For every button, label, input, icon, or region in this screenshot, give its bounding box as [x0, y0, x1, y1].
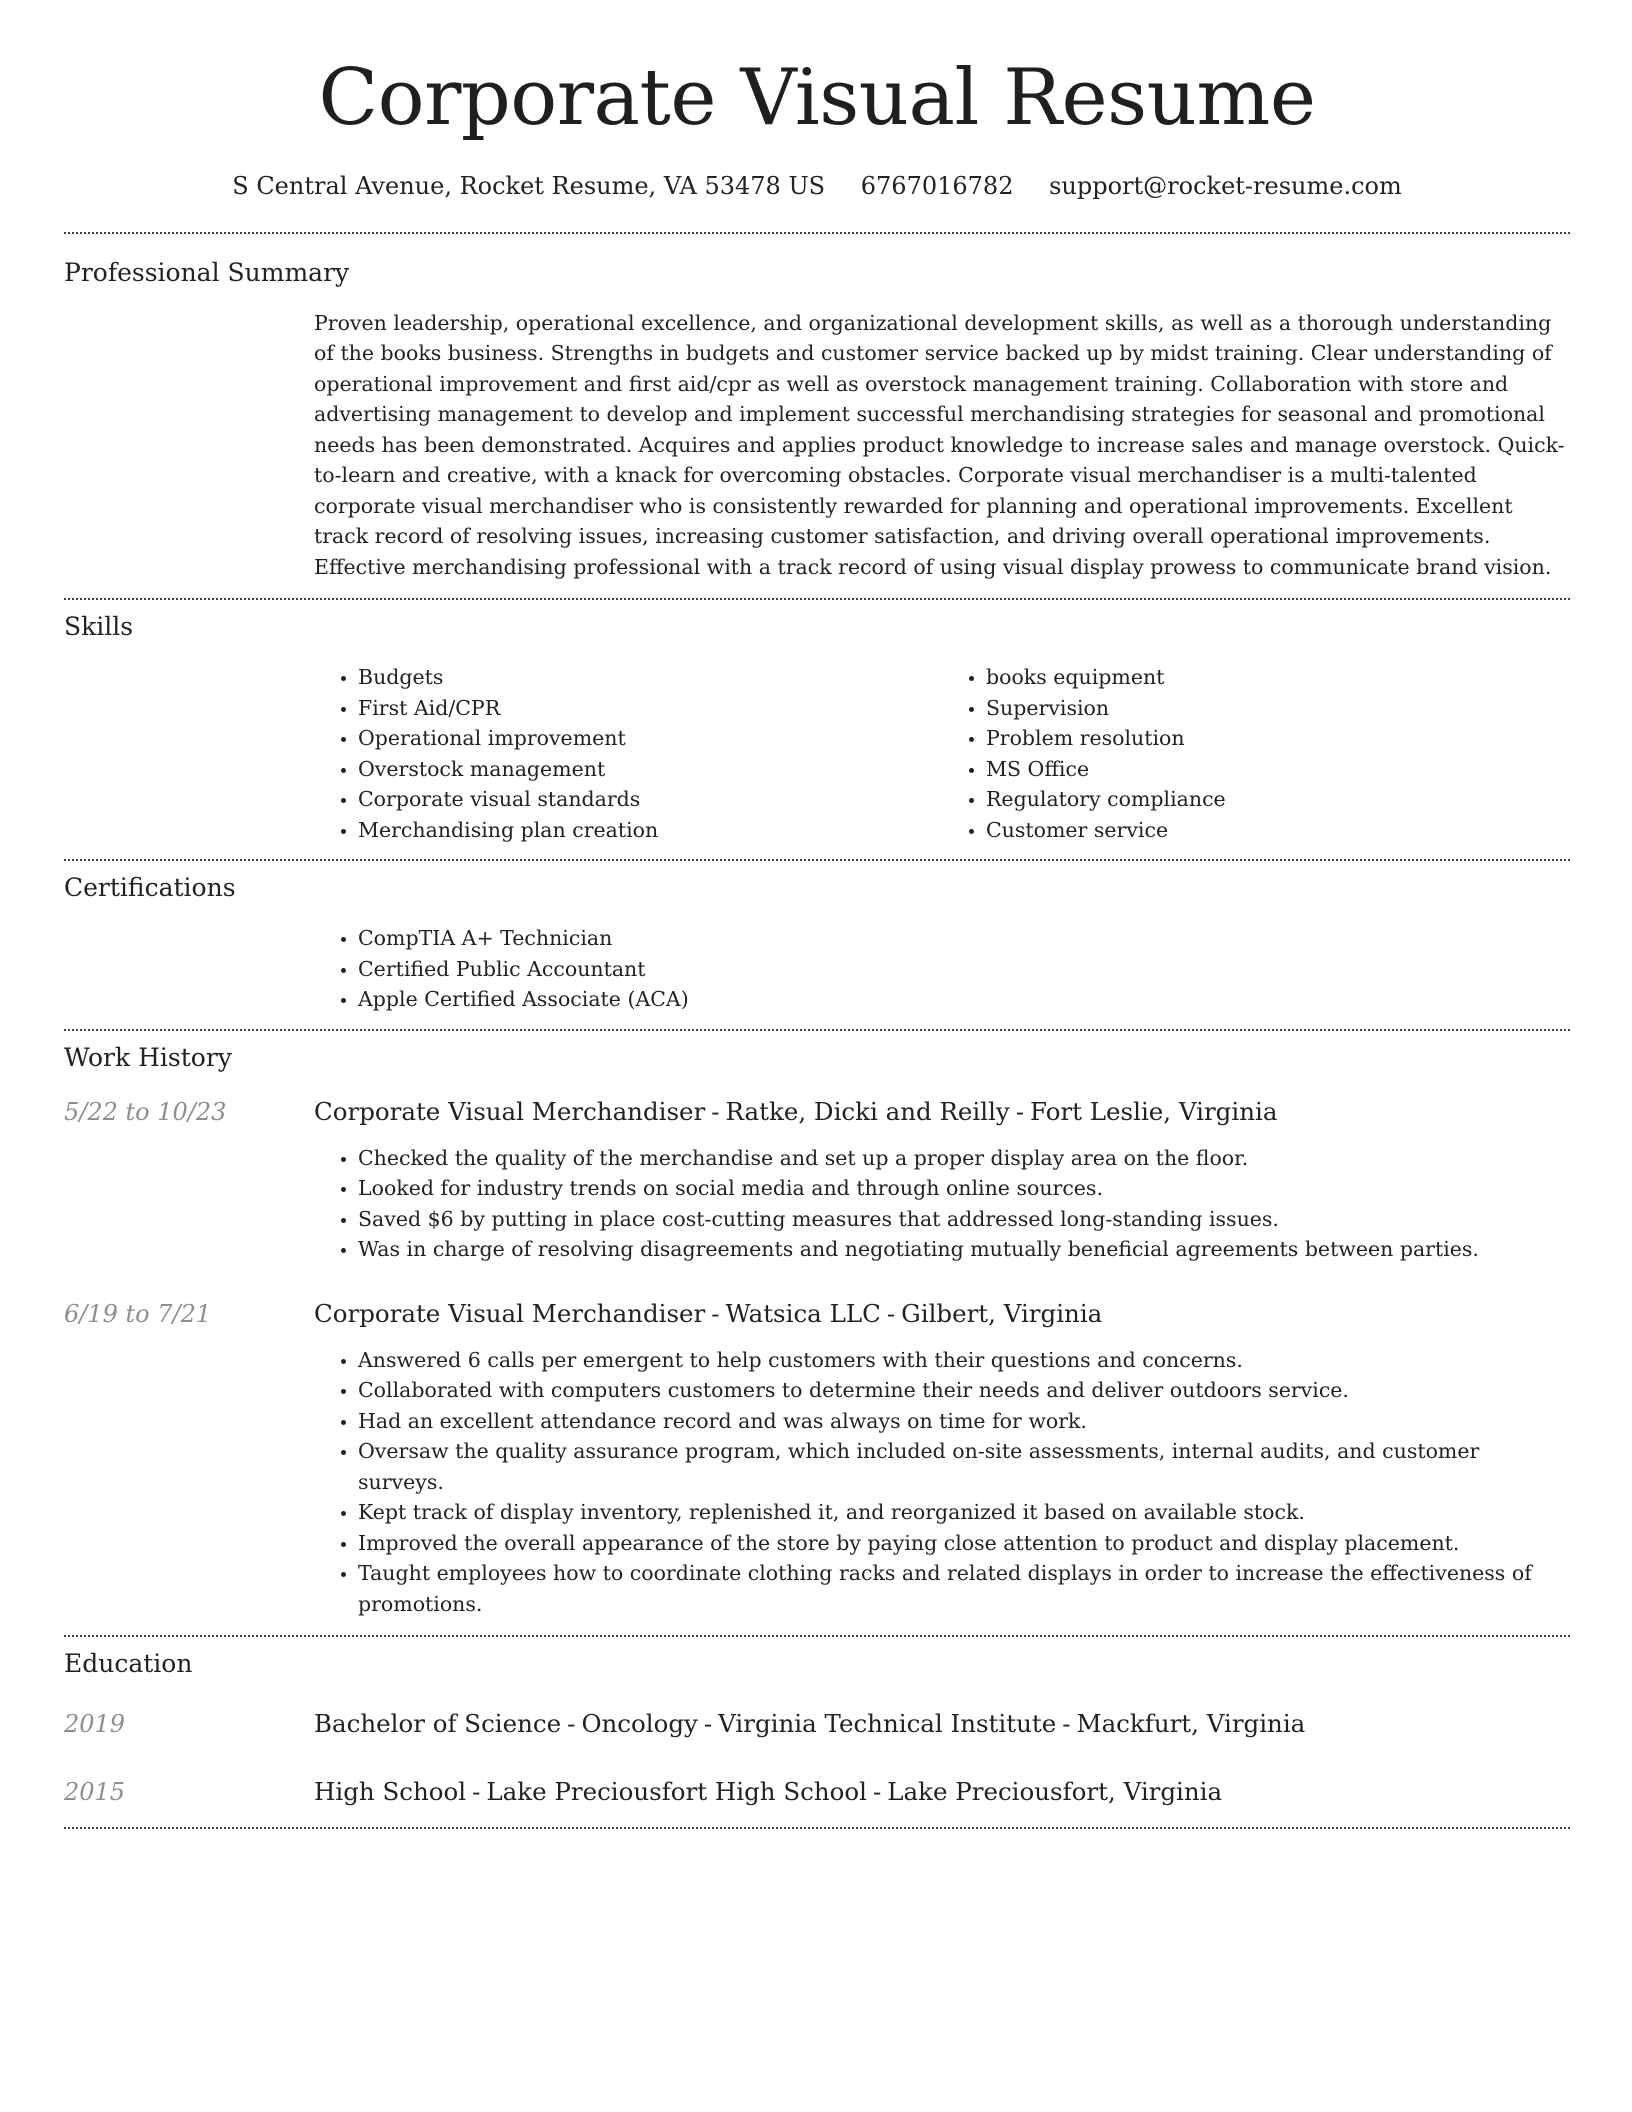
job-entry — [64, 1297, 1570, 1636]
work-history-section — [64, 1031, 1570, 1636]
separator: - — [872, 1777, 882, 1807]
job-bullet: • Was in charge of resolving disagreements and negotiating mutually beneficial agreements between parties. — [358, 1234, 1570, 1265]
job-bullet: • Saved $6 by putting in place cost-cutting measures that addressed long-standing issues. — [358, 1204, 1570, 1235]
education-field: Oncology — [581, 1709, 698, 1739]
job-bullet: • Taught employees how to coordinate clothing racks and related displays in order to increase the effectiveness of promotions. — [358, 1558, 1570, 1619]
separator: - — [703, 1709, 713, 1739]
education-heading — [314, 1707, 1570, 1741]
job-heading — [314, 1095, 1570, 1129]
separator: - — [711, 1096, 720, 1126]
summary-text: Proven leadership, operational excellence, and organizational development skills, as well as a thorough understanding of the books business. Strengths in budgets and customer service backed up by midst training. Clear understanding of operational improvement and first aid/cpr as well as overstock management training. Collaboration with store and advertising management to develop and implement successful merchandising strategies for seasonal and promotional needs has been demonstrated. Acquires and applies product knowledge to increase sales and manage overstock. Quick-to-learn and creative, with a knack for overcoming obstacles. Corporate visual merchandiser is a multi-talented corporate visual merchandiser who is consistently rewarded for planning and operational improvements. Excellent track record of resolving issues, increasing customer satisfaction, and driving overall operational improvements. Effective merchandising professional with a track record of using visual display prowess to communicate brand vision. — [314, 310, 1565, 579]
skill-item: • Regulatory compliance — [986, 784, 1570, 815]
education-degree: High School — [314, 1777, 467, 1807]
skill-item: • Customer service — [986, 815, 1570, 846]
skill-item: • Supervision — [986, 693, 1570, 724]
job-entry — [64, 1095, 1570, 1265]
certification-item: • Certified Public Accountant — [358, 954, 1570, 985]
job-bullets — [314, 1331, 1570, 1636]
summary-title: Professional Summary — [64, 257, 350, 287]
separator: - — [711, 1298, 720, 1328]
job-role: Corporate Visual Merchandiser — [314, 1298, 706, 1328]
job-company: Watsica LLC — [725, 1298, 881, 1328]
contact-address: S Central Avenue, Rocket Resume, VA 53478 US — [232, 171, 826, 200]
skill-item: • Merchandising plan creation — [358, 815, 942, 846]
education-school: Lake Preciousfort High School — [486, 1777, 867, 1807]
certification-item: • Apple Certified Associate (ACA) — [358, 984, 1570, 1015]
education-entry — [64, 1775, 1570, 1827]
work-history-title: Work History — [64, 1042, 232, 1072]
skills-title: Skills — [64, 612, 134, 642]
job-bullet: • Oversaw the quality assurance program, which included on-site assessments, internal audits, and customer surveys. — [358, 1436, 1570, 1497]
certification-item: • CompTIA A+ Technician — [358, 923, 1570, 954]
candidate-name: Corporate Visual Resume — [318, 53, 1316, 143]
education-location: Lake Preciousfort, Virginia — [887, 1777, 1223, 1807]
skill-item: • Budgets — [358, 662, 942, 693]
education-year: 2019 — [64, 1710, 126, 1739]
skill-item: • MS Office — [986, 754, 1570, 785]
resume-page — [64, 0, 1570, 1829]
certifications-title: Certifications — [64, 873, 236, 903]
job-bullet: • Kept track of display inventory, replenished it, and reorganized it based on available stock. — [358, 1497, 1570, 1528]
separator: - — [1062, 1709, 1071, 1739]
job-bullet: • Checked the quality of the merchandise and set up a proper display area on the floor. — [358, 1143, 1570, 1174]
separator: - — [472, 1777, 481, 1807]
education-section — [64, 1637, 1570, 1827]
separator: - — [1015, 1096, 1025, 1126]
job-bullets — [314, 1129, 1570, 1265]
separator: - — [886, 1298, 896, 1328]
contact-phone: 6767016782 — [860, 171, 1014, 200]
certifications-section — [64, 861, 1570, 1029]
job-location: Fort Leslie, Virginia — [1030, 1096, 1278, 1126]
education-entry — [64, 1707, 1570, 1741]
job-dates: 5/22 to 10/23 — [64, 1097, 227, 1126]
summary-section — [64, 234, 1570, 599]
education-year: 2015 — [64, 1778, 126, 1807]
job-heading — [314, 1297, 1570, 1331]
education-location: Mackfurt, Virginia — [1076, 1709, 1306, 1739]
skill-item: • Problem resolution — [986, 723, 1570, 754]
education-heading — [314, 1775, 1570, 1809]
job-bullet: • Looked for industry trends on social media and through online sources. — [358, 1173, 1570, 1204]
job-bullet: • Had an excellent attendance record and was always on time for work. — [358, 1406, 1570, 1437]
education-school: Virginia Technical Institute — [718, 1709, 1057, 1739]
skill-item: • First Aid/CPR — [358, 693, 942, 724]
certifications-list — [314, 923, 1570, 1015]
job-company: Ratke, Dicki and Reilly — [725, 1096, 1010, 1126]
skills-list-right — [942, 662, 1570, 845]
job-role: Corporate Visual Merchandiser — [314, 1096, 706, 1126]
education-title: Education — [64, 1649, 193, 1679]
skill-item: • Corporate visual standards — [358, 784, 942, 815]
job-bullet: • Collaborated with computers customers to determine their needs and deliver outdoors service. — [358, 1375, 1570, 1406]
skill-item: • Overstock management — [358, 754, 942, 785]
separator: - — [567, 1709, 576, 1739]
job-location: Gilbert, Virginia — [901, 1298, 1103, 1328]
education-degree: Bachelor of Science — [314, 1709, 562, 1739]
contact-email: support@rocket-resume.com — [1049, 171, 1402, 200]
job-dates: 6/19 to 7/21 — [64, 1299, 212, 1328]
job-bullet: • Answered 6 calls per emergent to help customers with their questions and concerns. — [358, 1345, 1570, 1376]
skills-section — [64, 600, 1570, 859]
skill-item: • books equipment — [986, 662, 1570, 693]
skills-list-left — [314, 662, 942, 845]
contact-info — [64, 170, 1570, 202]
section-divider — [64, 1827, 1570, 1829]
job-bullet: • Improved the overall appearance of the store by paying close attention to product and display placement. — [358, 1528, 1570, 1559]
skill-item: • Operational improvement — [358, 723, 942, 754]
